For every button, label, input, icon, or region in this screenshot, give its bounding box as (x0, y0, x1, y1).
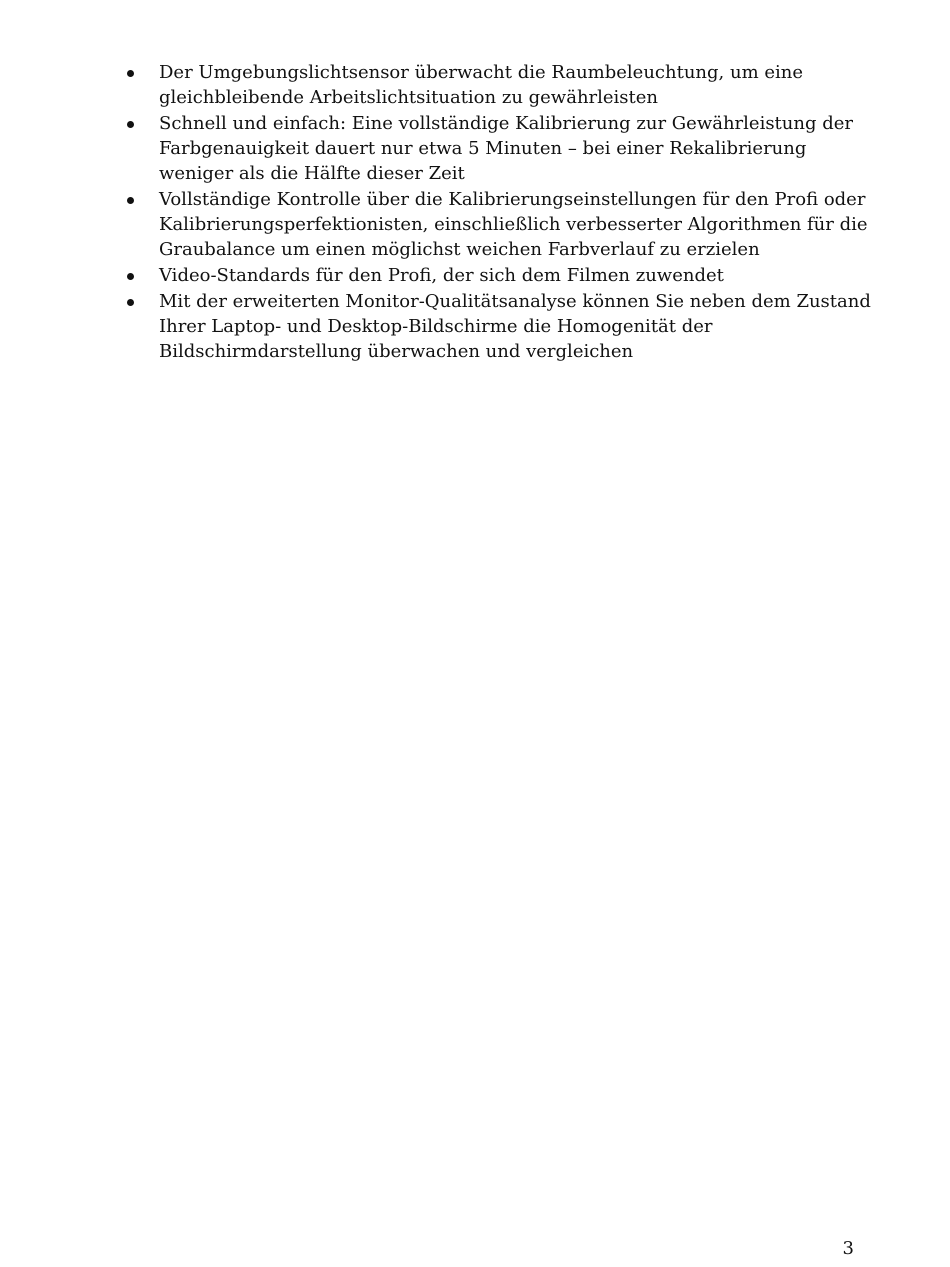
bullet-text: Vollständige Kontrolle über die Kalibrierungseinstellungen für den Profi oder Kalibrierungsperfektionisten, einschließlich verbesserter Algorithmen für die Graubalance um einen möglichst weichen Farbverlauf zu erzielen (159, 189, 868, 260)
bullet-icon (127, 121, 134, 128)
list-item (125, 263, 885, 288)
list-item (125, 289, 885, 364)
feature-bullet-list (125, 60, 885, 365)
page-number: 3 (842, 1238, 854, 1259)
bullet-icon (127, 299, 134, 306)
list-item (125, 60, 885, 110)
list-item (125, 111, 885, 186)
bullet-icon (127, 70, 134, 77)
bullet-icon (127, 273, 134, 280)
bullet-icon (127, 197, 134, 204)
list-item (125, 187, 885, 262)
bullet-text: Schnell und einfach: Eine vollständige Kalibrierung zur Gewährleistung der Farbgenauigkeit dauert nur etwa 5 Minuten – bei einer Rekalibrierung weniger als die Hälfte dieser Zeit (159, 113, 854, 184)
bullet-text: Der Umgebungslichtsensor überwacht die Raumbeleuchtung, um eine gleichbleibende Arbeitslichtsituation zu gewährleisten (159, 62, 804, 108)
bullet-text: Mit der erweiterten Monitor-Qualitätsanalyse können Sie neben dem Zustand Ihrer Laptop- und Desktop-Bildschirme die Homogenität der Bildschirmdarstellung überwachen und vergleichen (159, 291, 871, 362)
bullet-text: Video-Standards für den Profi, der sich dem Filmen zuwendet (159, 265, 724, 286)
